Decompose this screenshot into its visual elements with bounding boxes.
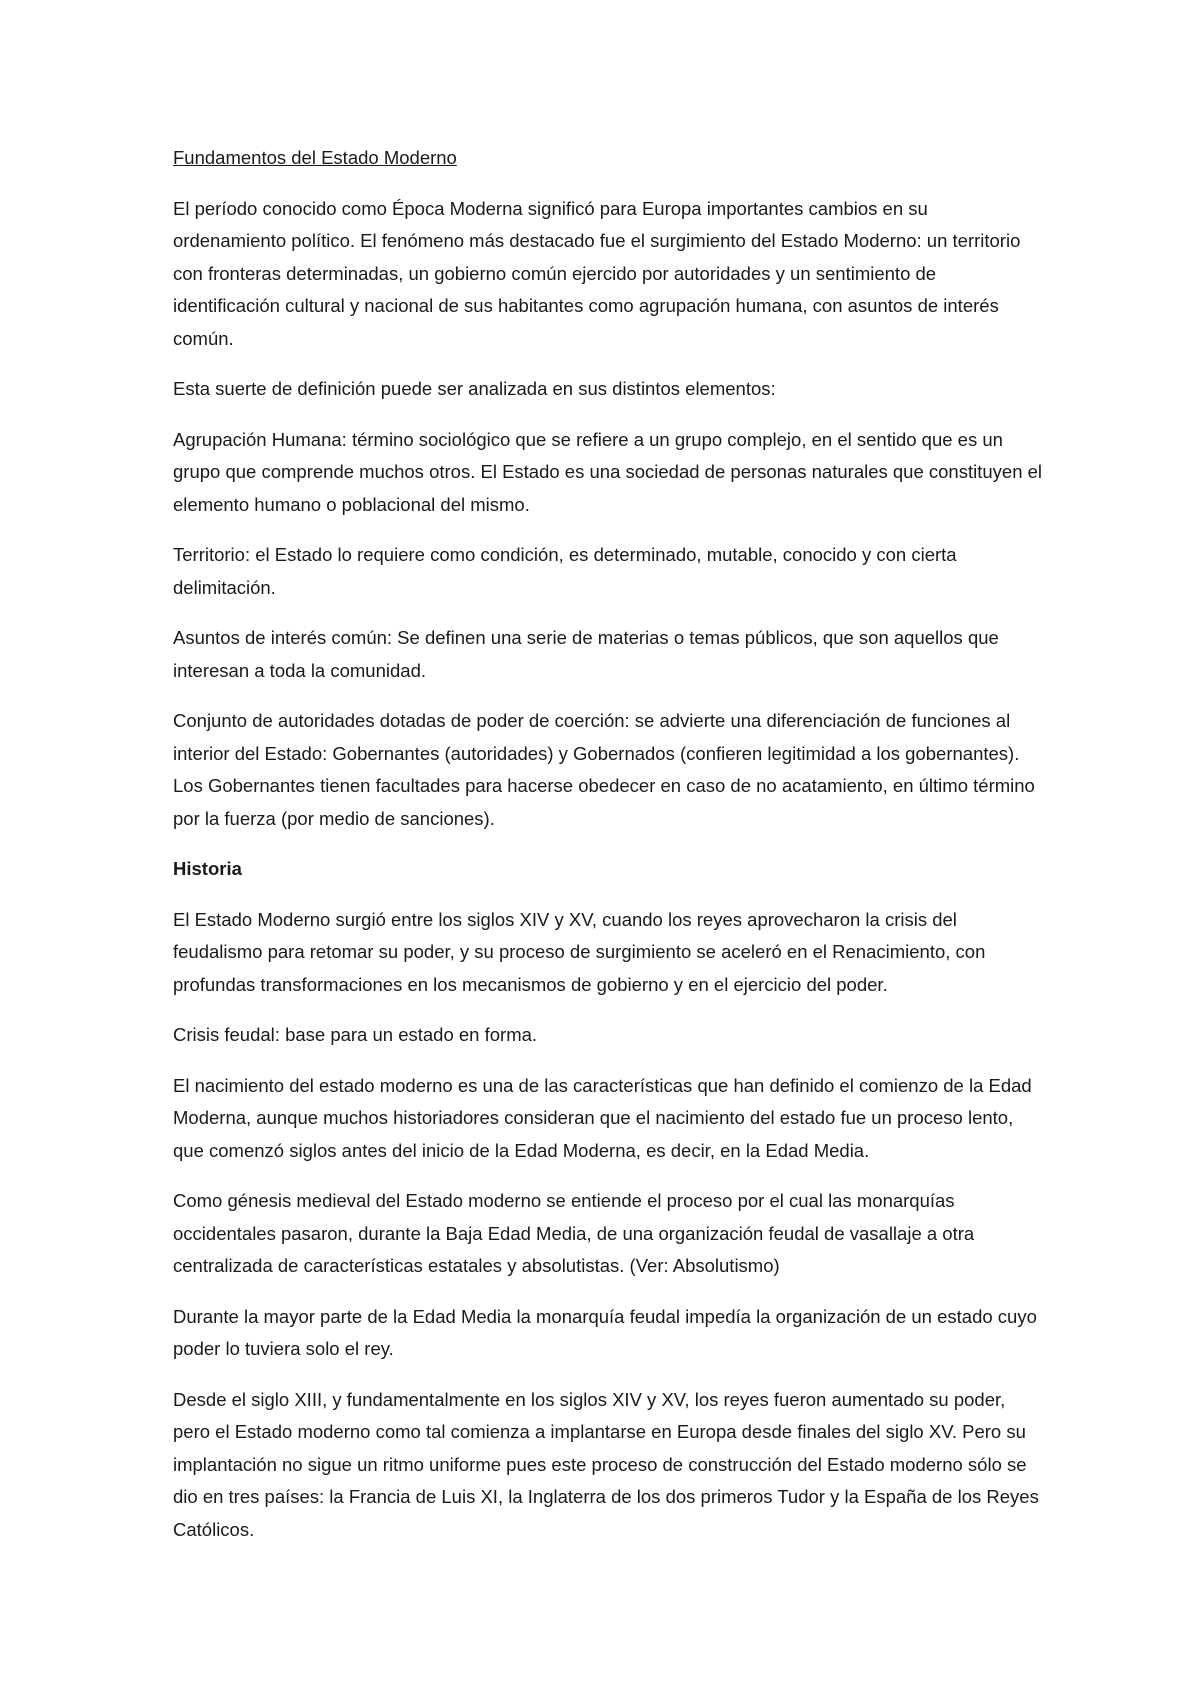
paragraph-autoridades: Conjunto de autoridades dotadas de poder de coerción: se advierte una diferenciación de funciones al interior del Estado: Gobernantes (autoridades) y Gobernados (confieren legitimidad a los gobernantes). Los Gobernantes tienen facultades para hacerse obedecer en caso de no acatamiento, en último término por la fuerza (por medio de sanciones).	[173, 710, 1035, 829]
paragraph-monarquia-feudal: Durante la mayor parte de la Edad Media la monarquía feudal impedía la organización de un estado cuyo poder lo tuviera solo el rey.	[173, 1305, 1037, 1359]
paragraph-asuntos-interes-comun: Asuntos de interés común: Se definen una serie de materias o temas públicos, que son aquellos que interesan a toda la comunidad.	[173, 627, 999, 681]
paragraph-implantacion: Desde el siglo XIII, y fundamentalmente en los siglos XIV y XV, los reyes fueron aumentado su poder, pero el Estado moderno como tal comienza a implantarse en Europa desde finales del siglo XV. Pero su implantación no sigue un ritmo uniforme pues este proceso de construcción del Estado moderno sólo se dio en tres países: la Francia de Luis XI, la Inglaterra de los dos primeros Tudor y la España de los Reyes Católicos.	[173, 1388, 1039, 1540]
paragraph-definition-intro: Esta suerte de definición puede ser analizada en sus distintos elementos:	[173, 378, 776, 399]
section-heading-historia: Historia	[173, 858, 242, 879]
paragraph-crisis-feudal: Crisis feudal: base para un estado en forma.	[173, 1024, 538, 1045]
document-title: Fundamentos del Estado Moderno	[173, 147, 457, 168]
paragraph-genesis-medieval: Como génesis medieval del Estado moderno se entiende el proceso por el cual las monarquías occidentales pasaron, durante la Baja Edad Media, de una organización feudal de vasallaje a otra centralizada de características estatales y absolutistas. (Ver: Absolutismo)	[173, 1190, 975, 1276]
paragraph-territorio: Territorio: el Estado lo requiere como condición, es determinado, mutable, conocido y con cierta delimitación.	[173, 544, 957, 598]
paragraph-nacimiento-estado: El nacimiento del estado moderno es una de las características que han definido el comienzo de la Edad Moderna, aunque muchos historiadores consideran que el nacimiento del estado fue un proceso lento, que comenzó siglos antes del inicio de la Edad Moderna, es decir, en la Edad Media.	[173, 1074, 1032, 1161]
paragraph-intro: El período conocido como Época Moderna significó para Europa importantes cambios en su ordenamiento político. El fenómeno más destacado fue el surgimiento del Estado Moderno: un territorio con fronteras determinadas, un gobierno común ejercido por autoridades y un sentimiento de identificación cultural y nacional de sus habitantes como agrupación humana, con asuntos de interés común.	[173, 197, 1021, 349]
paragraph-historia-surgimiento: El Estado Moderno surgió entre los siglos XIV y XV, cuando los reyes aprovecharon la crisis del feudalismo para retomar su poder, y su proceso de surgimiento se aceleró en el Renacimiento, con profundas transformaciones en los mecanismos de gobierno y en el ejercicio del poder.	[173, 908, 986, 995]
paragraph-agrupacion-humana: Agrupación Humana: término sociológico que se refiere a un grupo complejo, en el sentido que es un grupo que comprende muchos otros. El Estado es una sociedad de personas naturales que constituyen el elemento humano o poblacional del mismo.	[173, 428, 1043, 515]
document-page	[173, 142, 1043, 1564]
